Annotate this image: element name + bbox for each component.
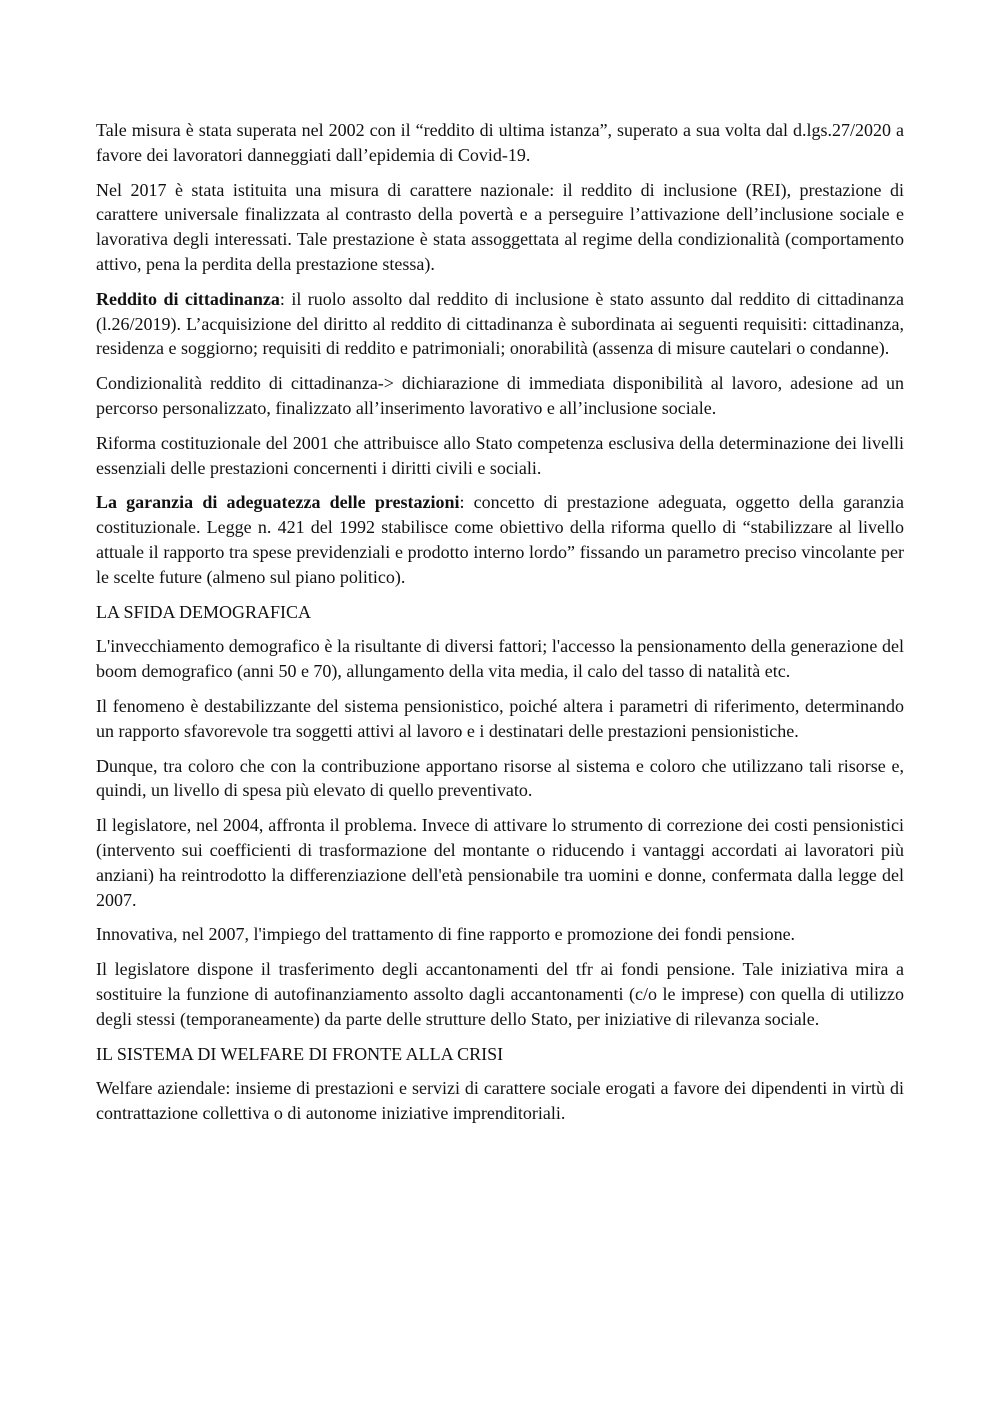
bold-term: Reddito di cittadinanza xyxy=(96,288,280,309)
paragraph-welfare-aziendale: Welfare aziendale: insieme di prestazioni e servizi di carattere sociale erogati a favore dei dipendenti in virtù di contrattazione collettiva o di autonome iniziative imprenditoriali. xyxy=(96,1078,904,1124)
section-heading-sfida-demografica: LA SFIDA DEMOGRAFICA xyxy=(96,601,312,622)
paragraph-condizionalita: Condizionalità reddito di cittadinanza-> dichiarazione di immediata disponibilità al lavoro, adesione ad un percorso personalizzato, finalizzato all’inserimento lavorativo e all’inclusione sociale. xyxy=(96,373,904,418)
paragraph-tfr-fondi: Il legislatore dispone il trasferimento degli accantonamenti del tfr ai fondi pensione. Tale iniziativa mira a sostituire la funzione di autofinanziamento assolto dagli accantonamenti (c/o le imprese) con quella di utilizzo degli stessi (temporaneamente) da parte delle strutture dello Stato, per iniziative di rilevanza sociale. xyxy=(96,959,904,1029)
paragraph-rei: Nel 2017 è stata istituita una misura di carattere nazionale: il reddito di inclusione (REI), prestazione di carattere universale finalizzata al contrasto della povertà e a perseguire l’attivazione dell’inclusione sociale e lavorativa degli interessati. Tale prestazione è stata assoggettata al regime della condizionalità (comportamento attivo, pena la perdita della prestazione stessa). xyxy=(96,179,904,274)
paragraph-invecchiamento: L'invecchiamento demografico è la risultante di diversi fattori; l'accesso la pensionamento della generazione del boom demografico (anni 50 e 70), allungamento della vita media, il calo del tasso di natalità etc. xyxy=(96,636,904,682)
paragraph-innovativa-2007: Innovativa, nel 2007, l'impiego del trattamento di fine rapporto e promozione dei fondi pensione. xyxy=(96,924,796,945)
section-heading-welfare-crisi: IL SISTEMA DI WELFARE DI FRONTE ALLA CRISI xyxy=(96,1043,504,1064)
paragraph-riforma-costituzionale: Riforma costituzionale del 2001 che attribuisce allo Stato competenza esclusiva della determinazione dei livelli essenziali delle prestazioni concernenti i diritti civili e sociali. xyxy=(96,432,904,478)
paragraph-reddito-ultima-istanza: Tale misura è stata superata nel 2002 con il “reddito di ultima istanza”, superato a sua volta dal d.lgs.27/2020 a favore dei lavoratori danneggiati dall’epidemia di Covid-19. xyxy=(96,120,904,165)
paragraph-legislatore-2004: Il legislatore, nel 2004, affronta il problema. Invece di attivare lo strumento di correzione dei costi pensionistici (intervento sui coefficienti di trasformazione del montante o riducendo i vantaggi accordati ai lavoratori più anziani) ha reintrodotto la differenziazione dell'età pensionabile tra uomini e donne, confermata dalla legge del 2007. xyxy=(96,815,904,910)
paragraph-garanzia-adeguatezza: La garanzia di adeguatezza delle prestazioni: concetto di prestazione adeguata, oggetto della garanzia costituzionale. Legge n. 421 del 1992 stabilisce come obiettivo della riforma quello di “stabilizzare al livello attuale il rapporto tra spese previdenziali e prodotto interno lordo” fissando un parametro preciso vincolante per le scelte future (almeno sul piano politico). xyxy=(96,492,905,587)
bold-term: La garanzia di adeguatezza delle prestazioni xyxy=(96,492,460,513)
paragraph-reddito-cittadinanza: Reddito di cittadinanza: il ruolo assolto dal reddito di inclusione è stato assunto dal reddito di cittadinanza (l.26/2019). L’acquisizione del diritto al reddito di cittadinanza è subordinata ai seguenti requisiti: cittadinanza, residenza e soggiorno; requisiti di reddito e patrimoniali; onorabilità (assenza di misure cautelari o condanne). xyxy=(96,288,904,359)
paragraph-fenomeno: Il fenomeno è destabilizzante del sistema pensionistico, poiché altera i parametri di riferimento, determinando un rapporto sfavorevole tra soggetti attivi al lavoro e i destinatari delle prestazioni pensionistiche. xyxy=(96,695,904,741)
paragraph-contribuzione: Dunque, tra coloro che con la contribuzione apportano risorse al sistema e coloro che utilizzano tali risorse e, quindi, un livello di spesa più elevato di quello preventivato. xyxy=(96,755,904,801)
